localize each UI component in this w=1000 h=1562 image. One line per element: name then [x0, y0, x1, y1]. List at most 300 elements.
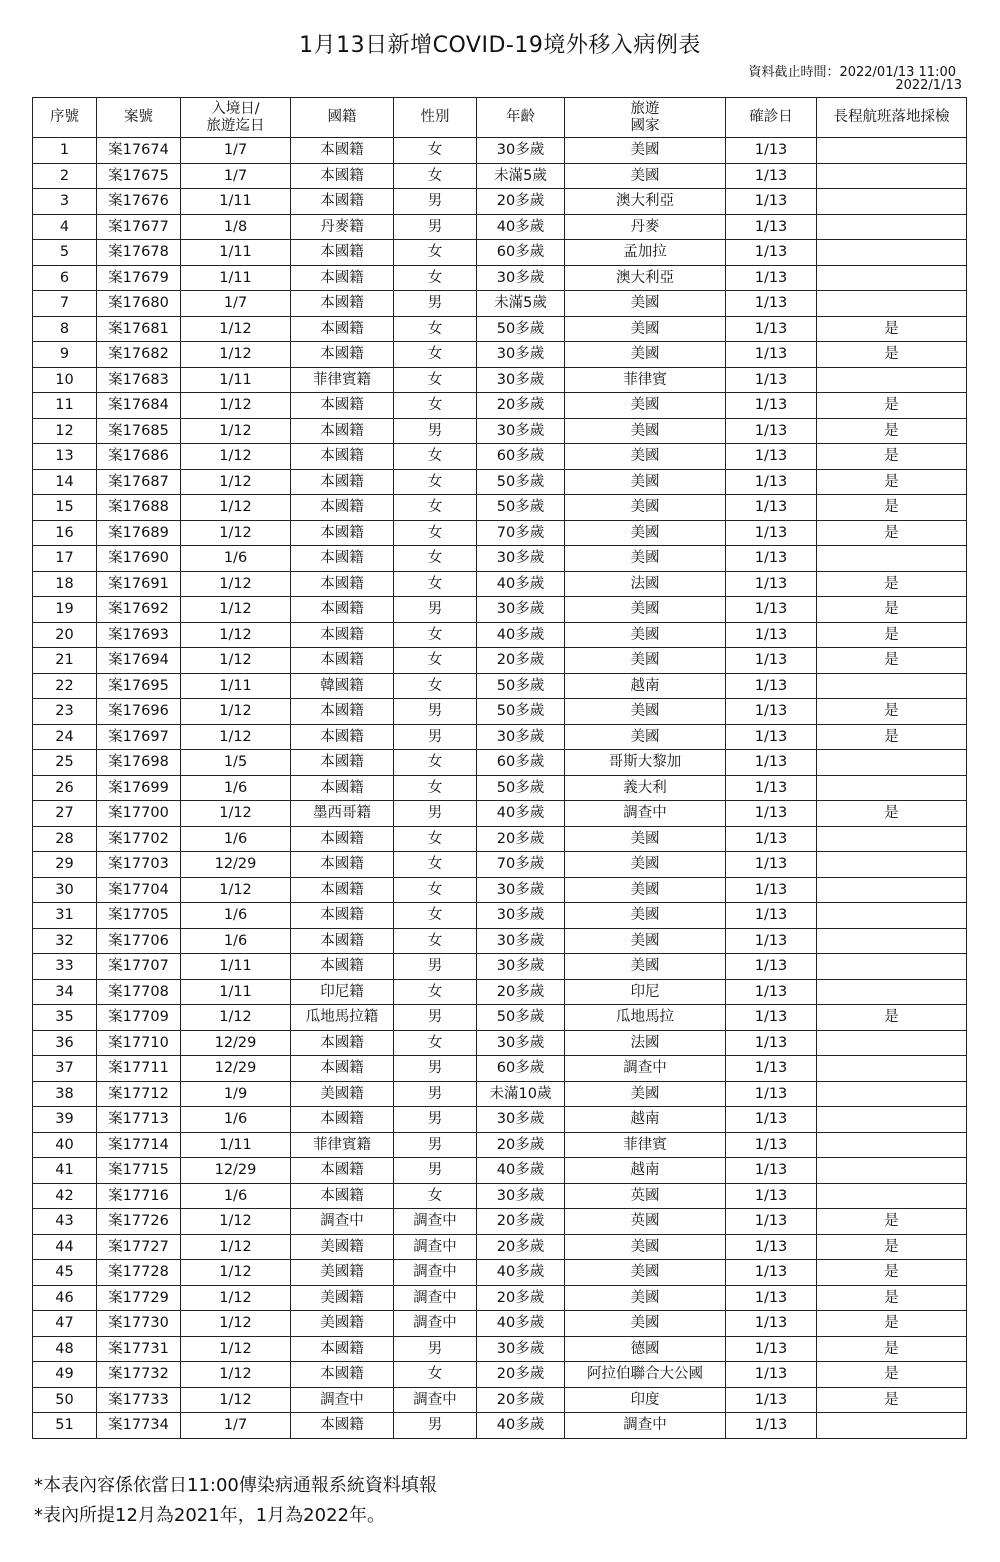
gender-cell: 女 — [394, 750, 477, 776]
gender-cell: 女 — [394, 342, 477, 368]
age-cell: 30多歲 — [477, 928, 565, 954]
nationality-cell: 美國籍 — [291, 1081, 394, 1107]
travel-country-cell: 阿拉伯聯合大公國 — [565, 1362, 726, 1388]
entry-date-cell: 1/6 — [181, 1107, 291, 1133]
case-no-cell: 案17731 — [97, 1336, 181, 1362]
confirm-date-cell: 1/13 — [726, 1132, 817, 1158]
gender-cell: 女 — [394, 163, 477, 189]
travel-country-cell: 越南 — [565, 673, 726, 699]
age-cell: 50多歲 — [477, 469, 565, 495]
flight-test-cell — [817, 265, 967, 291]
flight-test-cell: 是 — [817, 342, 967, 368]
serial-cell: 24 — [33, 724, 97, 750]
gender-cell: 女 — [394, 316, 477, 342]
travel-country-cell: 美國 — [565, 316, 726, 342]
case-no-cell: 案17677 — [97, 214, 181, 240]
case-no-cell: 案17698 — [97, 750, 181, 776]
travel-country-cell: 英國 — [565, 1209, 726, 1235]
table-row — [33, 495, 967, 521]
entry-date-cell: 1/12 — [181, 622, 291, 648]
footnotes — [34, 1471, 437, 1531]
entry-date-cell: 1/12 — [181, 393, 291, 419]
case-no-cell: 案17688 — [97, 495, 181, 521]
nationality-cell: 本國籍 — [291, 571, 394, 597]
age-cell: 40多歲 — [477, 1311, 565, 1337]
travel-country-cell: 越南 — [565, 1158, 726, 1184]
flight-test-cell — [817, 546, 967, 572]
confirm-date-cell: 1/13 — [726, 954, 817, 980]
flight-test-cell: 是 — [817, 495, 967, 521]
entry-date-cell: 1/12 — [181, 1387, 291, 1413]
nationality-cell: 本國籍 — [291, 291, 394, 317]
confirm-date-cell: 1/13 — [726, 903, 817, 929]
header-nationality — [291, 98, 394, 138]
serial-cell: 46 — [33, 1285, 97, 1311]
age-cell: 20多歲 — [477, 393, 565, 419]
entry-date-cell: 1/6 — [181, 928, 291, 954]
serial-cell: 21 — [33, 648, 97, 674]
flight-test-cell — [817, 903, 967, 929]
gender-cell: 男 — [394, 801, 477, 827]
header-label: 旅遊 國家 — [630, 100, 660, 134]
gender-cell: 調查中 — [394, 1209, 477, 1235]
flight-test-cell — [817, 1107, 967, 1133]
nationality-cell: 美國籍 — [291, 1311, 394, 1337]
header-label: 國籍 — [327, 109, 357, 125]
serial-cell: 5 — [33, 240, 97, 266]
serial-cell: 51 — [33, 1413, 97, 1439]
serial-cell: 49 — [33, 1362, 97, 1388]
case-no-cell: 案17678 — [97, 240, 181, 266]
entry-date-cell: 1/12 — [181, 316, 291, 342]
nationality-cell: 瓜地馬拉籍 — [291, 1005, 394, 1031]
serial-cell: 17 — [33, 546, 97, 572]
serial-cell: 8 — [33, 316, 97, 342]
confirm-date-cell: 1/13 — [726, 622, 817, 648]
footnote: *本表內容係依當日11:00傳染病通報系統資料填報 — [34, 1475, 437, 1496]
travel-country-cell: 美國 — [565, 444, 726, 470]
confirm-date-cell: 1/13 — [726, 1260, 817, 1286]
age-cell: 30多歲 — [477, 1107, 565, 1133]
serial-cell: 45 — [33, 1260, 97, 1286]
travel-country-cell: 法國 — [565, 571, 726, 597]
entry-date-cell: 12/29 — [181, 1030, 291, 1056]
nationality-cell: 本國籍 — [291, 1030, 394, 1056]
serial-cell: 32 — [33, 928, 97, 954]
gender-cell: 女 — [394, 979, 477, 1005]
travel-country-cell: 美國 — [565, 877, 726, 903]
travel-country-cell: 美國 — [565, 495, 726, 521]
confirm-date-cell: 1/13 — [726, 852, 817, 878]
nationality-cell: 本國籍 — [291, 852, 394, 878]
entry-date-cell: 1/12 — [181, 495, 291, 521]
case-no-cell: 案17693 — [97, 622, 181, 648]
nationality-cell: 調查中 — [291, 1209, 394, 1235]
travel-country-cell: 瓜地馬拉 — [565, 1005, 726, 1031]
header-label: 年齡 — [506, 109, 535, 125]
travel-country-cell: 美國 — [565, 1081, 726, 1107]
table-row — [33, 444, 967, 470]
entry-date-cell: 1/5 — [181, 750, 291, 776]
entry-date-cell: 1/12 — [181, 469, 291, 495]
travel-country-cell: 美國 — [565, 291, 726, 317]
confirm-date-cell: 1/13 — [726, 1362, 817, 1388]
travel-country-cell: 印度 — [565, 1387, 726, 1413]
age-cell: 40多歲 — [477, 1413, 565, 1439]
entry-date-cell: 1/11 — [181, 1132, 291, 1158]
case-no-cell: 案17710 — [97, 1030, 181, 1056]
confirm-date-cell: 1/13 — [726, 291, 817, 317]
serial-cell: 28 — [33, 826, 97, 852]
flight-test-cell: 是 — [817, 520, 967, 546]
serial-cell: 40 — [33, 1132, 97, 1158]
flight-test-cell — [817, 214, 967, 240]
gender-cell: 女 — [394, 571, 477, 597]
case-no-cell: 案17716 — [97, 1183, 181, 1209]
travel-country-cell: 美國 — [565, 138, 726, 164]
confirm-date-cell: 1/13 — [726, 1081, 817, 1107]
table-row — [33, 928, 967, 954]
gender-cell: 調查中 — [394, 1387, 477, 1413]
nationality-cell: 美國籍 — [291, 1260, 394, 1286]
nationality-cell: 本國籍 — [291, 1336, 394, 1362]
age-cell: 30多歲 — [477, 954, 565, 980]
confirm-date-cell: 1/13 — [726, 265, 817, 291]
serial-cell: 37 — [33, 1056, 97, 1082]
nationality-cell: 本國籍 — [291, 163, 394, 189]
travel-country-cell: 美國 — [565, 1234, 726, 1260]
flight-test-cell — [817, 928, 967, 954]
confirm-date-cell: 1/13 — [726, 1107, 817, 1133]
travel-country-cell: 美國 — [565, 1260, 726, 1286]
gender-cell: 男 — [394, 1005, 477, 1031]
serial-cell: 11 — [33, 393, 97, 419]
travel-country-cell: 美國 — [565, 699, 726, 725]
table-row — [33, 571, 967, 597]
serial-cell: 41 — [33, 1158, 97, 1184]
serial-cell: 44 — [33, 1234, 97, 1260]
case-no-cell: 案17706 — [97, 928, 181, 954]
confirm-date-cell: 1/13 — [726, 1030, 817, 1056]
table-row — [33, 1362, 967, 1388]
serial-cell: 38 — [33, 1081, 97, 1107]
travel-country-cell: 美國 — [565, 393, 726, 419]
confirm-date-cell: 1/13 — [726, 240, 817, 266]
serial-cell: 47 — [33, 1311, 97, 1337]
table-row — [33, 852, 967, 878]
header-confirm-date — [726, 98, 817, 138]
nationality-cell: 本國籍 — [291, 342, 394, 368]
age-cell: 30多歲 — [477, 597, 565, 623]
travel-country-cell: 澳大利亞 — [565, 265, 726, 291]
case-no-cell: 案17700 — [97, 801, 181, 827]
flight-test-cell: 是 — [817, 1285, 967, 1311]
nationality-cell: 本國籍 — [291, 775, 394, 801]
flight-test-cell: 是 — [817, 1311, 967, 1337]
gender-cell: 女 — [394, 495, 477, 521]
table-row — [33, 826, 967, 852]
case-table — [32, 97, 967, 1439]
gender-cell: 男 — [394, 418, 477, 444]
nationality-cell: 本國籍 — [291, 954, 394, 980]
nationality-cell: 美國籍 — [291, 1285, 394, 1311]
flight-test-cell: 是 — [817, 1260, 967, 1286]
entry-date-cell: 1/6 — [181, 903, 291, 929]
travel-country-cell: 美國 — [565, 903, 726, 929]
serial-cell: 7 — [33, 291, 97, 317]
case-no-cell: 案17709 — [97, 1005, 181, 1031]
confirm-date-cell: 1/13 — [726, 1056, 817, 1082]
header-entry-date — [181, 98, 291, 138]
serial-cell: 13 — [33, 444, 97, 470]
table-row — [33, 469, 967, 495]
nationality-cell: 本國籍 — [291, 699, 394, 725]
gender-cell: 女 — [394, 393, 477, 419]
case-no-cell: 案17711 — [97, 1056, 181, 1082]
flight-test-cell — [817, 163, 967, 189]
entry-date-cell: 1/7 — [181, 1413, 291, 1439]
serial-cell: 42 — [33, 1183, 97, 1209]
serial-cell: 31 — [33, 903, 97, 929]
confirm-date-cell: 1/13 — [726, 597, 817, 623]
gender-cell: 女 — [394, 265, 477, 291]
entry-date-cell: 1/11 — [181, 954, 291, 980]
serial-cell: 19 — [33, 597, 97, 623]
flight-test-cell — [817, 1056, 967, 1082]
travel-country-cell: 調查中 — [565, 1413, 726, 1439]
age-cell: 30多歲 — [477, 877, 565, 903]
table-row — [33, 1081, 967, 1107]
age-cell: 30多歲 — [477, 903, 565, 929]
entry-date-cell: 1/12 — [181, 648, 291, 674]
confirm-date-cell: 1/13 — [726, 418, 817, 444]
case-no-cell: 案17708 — [97, 979, 181, 1005]
entry-date-cell: 1/12 — [181, 597, 291, 623]
entry-date-cell: 1/11 — [181, 189, 291, 215]
age-cell: 30多歲 — [477, 418, 565, 444]
travel-country-cell: 菲律賓 — [565, 367, 726, 393]
flight-test-cell: 是 — [817, 622, 967, 648]
age-cell: 30多歲 — [477, 265, 565, 291]
age-cell: 20多歲 — [477, 648, 565, 674]
header-label: 入境日/ 旅遊迄日 — [206, 100, 265, 134]
flight-test-cell — [817, 291, 967, 317]
entry-date-cell: 1/12 — [181, 444, 291, 470]
serial-cell: 4 — [33, 214, 97, 240]
case-no-cell: 案17715 — [97, 1158, 181, 1184]
case-no-cell: 案17692 — [97, 597, 181, 623]
confirm-date-cell: 1/13 — [726, 648, 817, 674]
entry-date-cell: 1/12 — [181, 1234, 291, 1260]
entry-date-cell: 12/29 — [181, 1056, 291, 1082]
confirm-date-cell: 1/13 — [726, 189, 817, 215]
serial-cell: 39 — [33, 1107, 97, 1133]
travel-country-cell: 美國 — [565, 928, 726, 954]
table-row — [33, 367, 967, 393]
table-row — [33, 801, 967, 827]
flight-test-cell — [817, 1030, 967, 1056]
table-row — [33, 1158, 967, 1184]
case-no-cell: 案17729 — [97, 1285, 181, 1311]
confirm-date-cell: 1/13 — [726, 214, 817, 240]
flight-test-cell: 是 — [817, 444, 967, 470]
flight-test-cell — [817, 673, 967, 699]
entry-date-cell: 1/11 — [181, 979, 291, 1005]
data-cutoff-time: 資料截止時間：2022/01/13 11:00 — [748, 65, 956, 80]
age-cell: 40多歲 — [477, 1158, 565, 1184]
gender-cell: 女 — [394, 469, 477, 495]
confirm-date-cell: 1/13 — [726, 469, 817, 495]
entry-date-cell: 12/29 — [181, 1158, 291, 1184]
travel-country-cell: 菲律賓 — [565, 1132, 726, 1158]
confirm-date-cell: 1/13 — [726, 1285, 817, 1311]
gender-cell: 女 — [394, 648, 477, 674]
confirm-date-cell: 1/13 — [726, 1158, 817, 1184]
header-label: 性別 — [420, 109, 450, 125]
serial-cell: 16 — [33, 520, 97, 546]
case-no-cell: 案17676 — [97, 189, 181, 215]
age-cell: 20多歲 — [477, 826, 565, 852]
travel-country-cell: 美國 — [565, 622, 726, 648]
table-row — [33, 240, 967, 266]
entry-date-cell: 1/12 — [181, 1209, 291, 1235]
flight-test-cell — [817, 138, 967, 164]
flight-test-cell — [817, 1132, 967, 1158]
gender-cell: 男 — [394, 1336, 477, 1362]
entry-date-cell: 1/12 — [181, 1362, 291, 1388]
age-cell: 70多歲 — [477, 520, 565, 546]
gender-cell: 男 — [394, 1413, 477, 1439]
nationality-cell: 本國籍 — [291, 240, 394, 266]
serial-cell: 2 — [33, 163, 97, 189]
serial-cell: 22 — [33, 673, 97, 699]
travel-country-cell: 美國 — [565, 826, 726, 852]
age-cell: 40多歲 — [477, 214, 565, 240]
table-row — [33, 1260, 967, 1286]
table-row — [33, 1234, 967, 1260]
nationality-cell: 本國籍 — [291, 750, 394, 776]
case-no-cell: 案17679 — [97, 265, 181, 291]
header-serial — [33, 98, 97, 138]
table-row — [33, 1107, 967, 1133]
case-no-cell: 案17682 — [97, 342, 181, 368]
nationality-cell: 本國籍 — [291, 189, 394, 215]
age-cell: 50多歲 — [477, 495, 565, 521]
confirm-date-cell: 1/13 — [726, 393, 817, 419]
case-no-cell: 案17684 — [97, 393, 181, 419]
confirm-date-cell: 1/13 — [726, 699, 817, 725]
nationality-cell: 本國籍 — [291, 418, 394, 444]
flight-test-cell: 是 — [817, 1005, 967, 1031]
table-row — [33, 1030, 967, 1056]
entry-date-cell: 1/11 — [181, 240, 291, 266]
case-no-cell: 案17690 — [97, 546, 181, 572]
flight-test-cell — [817, 367, 967, 393]
gender-cell: 男 — [394, 724, 477, 750]
nationality-cell: 韓國籍 — [291, 673, 394, 699]
serial-cell: 30 — [33, 877, 97, 903]
table-row — [33, 546, 967, 572]
age-cell: 40多歲 — [477, 571, 565, 597]
serial-cell: 20 — [33, 622, 97, 648]
case-no-cell: 案17686 — [97, 444, 181, 470]
nationality-cell: 本國籍 — [291, 520, 394, 546]
table-row — [33, 265, 967, 291]
nationality-cell: 本國籍 — [291, 495, 394, 521]
serial-cell: 50 — [33, 1387, 97, 1413]
case-no-cell: 案17702 — [97, 826, 181, 852]
flight-test-cell: 是 — [817, 724, 967, 750]
age-cell: 50多歲 — [477, 316, 565, 342]
gender-cell: 女 — [394, 1362, 477, 1388]
table-row — [33, 418, 967, 444]
table-row — [33, 1387, 967, 1413]
travel-country-cell: 調查中 — [565, 1056, 726, 1082]
age-cell: 50多歲 — [477, 775, 565, 801]
age-cell: 40多歲 — [477, 801, 565, 827]
table-row — [33, 724, 967, 750]
travel-country-cell: 美國 — [565, 1285, 726, 1311]
table-row — [33, 189, 967, 215]
entry-date-cell: 1/12 — [181, 877, 291, 903]
gender-cell: 女 — [394, 852, 477, 878]
age-cell: 20多歲 — [477, 1209, 565, 1235]
entry-date-cell: 1/11 — [181, 265, 291, 291]
serial-cell: 29 — [33, 852, 97, 878]
gender-cell: 男 — [394, 1056, 477, 1082]
age-cell: 未滿10歲 — [477, 1081, 565, 1107]
entry-date-cell: 1/12 — [181, 1285, 291, 1311]
flight-test-cell: 是 — [817, 597, 967, 623]
gender-cell: 女 — [394, 903, 477, 929]
flight-test-cell — [817, 1413, 967, 1439]
nationality-cell: 本國籍 — [291, 826, 394, 852]
nationality-cell: 本國籍 — [291, 393, 394, 419]
table-row — [33, 520, 967, 546]
gender-cell: 女 — [394, 877, 477, 903]
serial-cell: 25 — [33, 750, 97, 776]
gender-cell: 女 — [394, 826, 477, 852]
confirm-date-cell: 1/13 — [726, 520, 817, 546]
gender-cell: 女 — [394, 928, 477, 954]
case-no-cell: 案17685 — [97, 418, 181, 444]
nationality-cell: 丹麥籍 — [291, 214, 394, 240]
travel-country-cell: 美國 — [565, 418, 726, 444]
age-cell: 30多歲 — [477, 342, 565, 368]
confirm-date-cell: 1/13 — [726, 724, 817, 750]
nationality-cell: 本國籍 — [291, 1183, 394, 1209]
confirm-date-cell: 1/13 — [726, 801, 817, 827]
nationality-cell: 本國籍 — [291, 1413, 394, 1439]
flight-test-cell: 是 — [817, 1234, 967, 1260]
serial-cell: 26 — [33, 775, 97, 801]
confirm-date-cell: 1/13 — [726, 138, 817, 164]
case-no-cell: 案17705 — [97, 903, 181, 929]
table-row — [33, 597, 967, 623]
gender-cell: 男 — [394, 189, 477, 215]
nationality-cell: 本國籍 — [291, 444, 394, 470]
travel-country-cell: 哥斯大黎加 — [565, 750, 726, 776]
age-cell: 20多歲 — [477, 1285, 565, 1311]
entry-date-cell: 1/11 — [181, 673, 291, 699]
nationality-cell: 菲律賓籍 — [291, 367, 394, 393]
entry-date-cell: 1/12 — [181, 724, 291, 750]
header-age — [477, 98, 565, 138]
case-no-cell: 案17732 — [97, 1362, 181, 1388]
gender-cell: 調查中 — [394, 1285, 477, 1311]
gender-cell: 調查中 — [394, 1311, 477, 1337]
flight-test-cell — [817, 775, 967, 801]
